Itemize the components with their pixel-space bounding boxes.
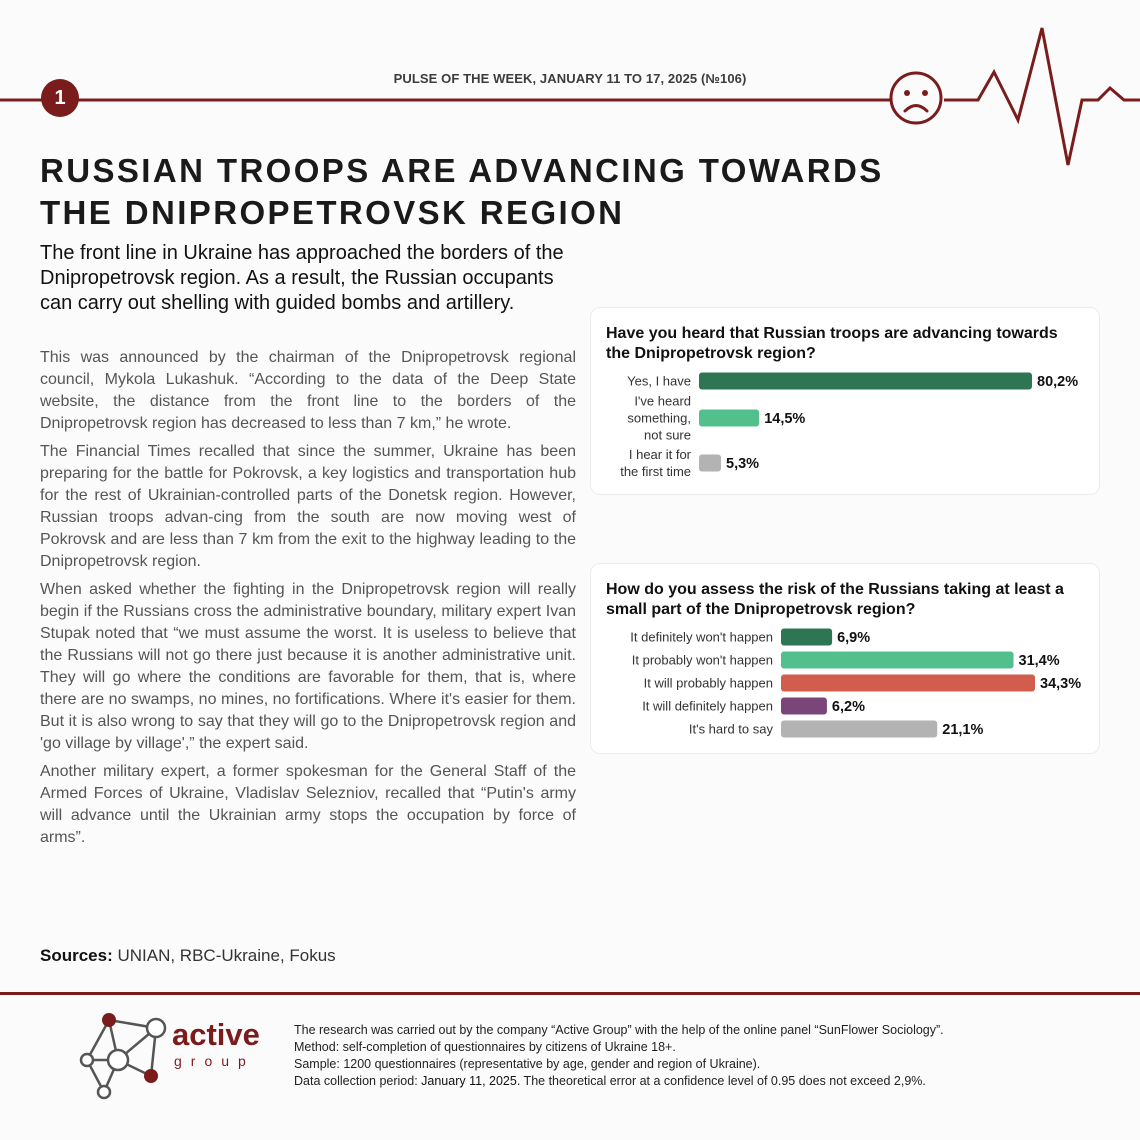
- chart-card-risk: [590, 563, 1100, 754]
- article-paragraph: The Financial Times recalled that since the summer, Ukraine has been preparing for the battle for Pokrovsk, a key logistics and transportation hub for the rest of Ukrainian-controlled parts of the Donetsk region. However, Russian troops advan-cing from the south are now moving west of Pokrovsk and are less than 7 km from the exit to the highway leading to the Dnipropetrovsk region.: [40, 443, 576, 570]
- active-group-logo-icon: [78, 1010, 168, 1102]
- bar: [781, 698, 827, 715]
- chart-card-heard: [590, 307, 1100, 495]
- bar: [699, 410, 759, 427]
- chart-title: How do you assess the risk of the Russians taking at least a small part of the Dnipropetrovsk region?: [606, 581, 1064, 618]
- method-line: [294, 1073, 1114, 1090]
- bar: [781, 675, 1035, 692]
- data-label: 5,3%: [726, 456, 760, 472]
- logo-word: active: [172, 1017, 260, 1052]
- bar: [781, 652, 1014, 669]
- lead-paragraph: The front line in Ukraine has approached the borders of the Dnipropetrovsk region. As a result, the Russian occupants can carry out shelling with guided bombs and artillery.: [40, 242, 564, 314]
- article-paragraph: This was announced by the chairman of the Dnipropetrovsk regional council, Mykola Lukashuk. “According to the data of the Deep State website, the distance from the front line to the borders of the Dnipropetrovsk region has decreased to less than 7 km,” he wrote.: [40, 349, 576, 432]
- sources-label: Sources:: [40, 946, 113, 965]
- bar: [699, 373, 1032, 390]
- article-paragraph: Another military expert, a former spokesman for the General Staff of the Armed Forces of Ukraine, Vladislav Selezniov, recalled that “Putin's army will advance until the Ukrainian army stops the occupation by force of arms”.: [40, 763, 576, 846]
- method-line: Method: self-completion of questionnaires by citizens of Ukraine 18+.: [294, 1040, 676, 1054]
- logo-sub: group: [174, 1053, 255, 1069]
- data-label: 6,9%: [837, 630, 871, 646]
- chart-heard: [591, 364, 1101, 489]
- period-label: Data collection period:: [294, 1074, 422, 1088]
- category-label: It definitely won't happen: [630, 629, 773, 645]
- category-label: It probably won't happen: [631, 652, 773, 668]
- method-line: The research was carried out by the company “Active Group” with the help of the online panel “SunFlower Sociology”.: [294, 1023, 944, 1037]
- category-label: It will definitely happen: [642, 698, 773, 714]
- issue-label: PULSE OF THE WEEK, JANUARY 11 TO 17, 2025 (№106): [393, 71, 747, 86]
- category-label: It's hard to say: [688, 721, 773, 737]
- bar: [699, 455, 721, 472]
- bar: [781, 629, 832, 646]
- category-label: Yes, I have: [627, 373, 691, 389]
- sources-line: [40, 946, 336, 966]
- methodology-note: [294, 1022, 1114, 1090]
- data-label: 14,5%: [764, 411, 806, 427]
- article-paragraph: When asked whether the fighting in the Dnipropetrovsk region will really begin if the Russians cross the administrative boundary, military expert Ivan Stupak noted that “we must assume the worst. It is useless to believe that the Russians will not go there just because it is another administrative unit. They will go where the conditions are favorable for them, that is, where there are no swamps, no mines, no fortifications. Where it's easier for them. But it is also wrong to say that they will go to the Dnipropetrovsk region and 'go village by village',” the expert said.: [40, 581, 576, 752]
- sources-text: UNIAN, RBC-Ukraine, Fokus: [112, 946, 336, 965]
- sad-face-icon: [888, 70, 944, 126]
- heartbeat-line: [0, 20, 1140, 170]
- category-label: It will probably happen: [643, 675, 773, 691]
- data-label: 31,4%: [1018, 653, 1060, 669]
- bar: [781, 721, 937, 738]
- method-line: Sample: 1200 questionnaires (representative by age, gender and region of Ukraine).: [294, 1057, 761, 1071]
- category-label: I hear it for the first time: [620, 447, 691, 479]
- article-body: [40, 347, 576, 855]
- data-label: 80,2%: [1037, 374, 1079, 390]
- footer-divider: [0, 992, 1140, 995]
- category-label: I've heard something, not sure: [627, 393, 691, 443]
- page-title: RUSSIAN TROOPS ARE ADVANCING TOWARDS THE DNIPROPETROVSK REGION: [40, 152, 884, 231]
- data-label: 21,1%: [942, 722, 984, 738]
- data-label: 34,3%: [1040, 676, 1082, 692]
- period-date: January 11, 2025.: [421, 1074, 521, 1088]
- data-label: 6,2%: [831, 699, 865, 715]
- page-number: 1: [41, 79, 79, 117]
- chart-title: Have you heard that Russian troops are advancing towards the Dnipropetrovsk region?: [606, 325, 1058, 362]
- chart-risk: [591, 624, 1101, 749]
- period-rest: The theoretical error at a confidence level of 0.95 does not exceed 2,9%.: [520, 1074, 926, 1088]
